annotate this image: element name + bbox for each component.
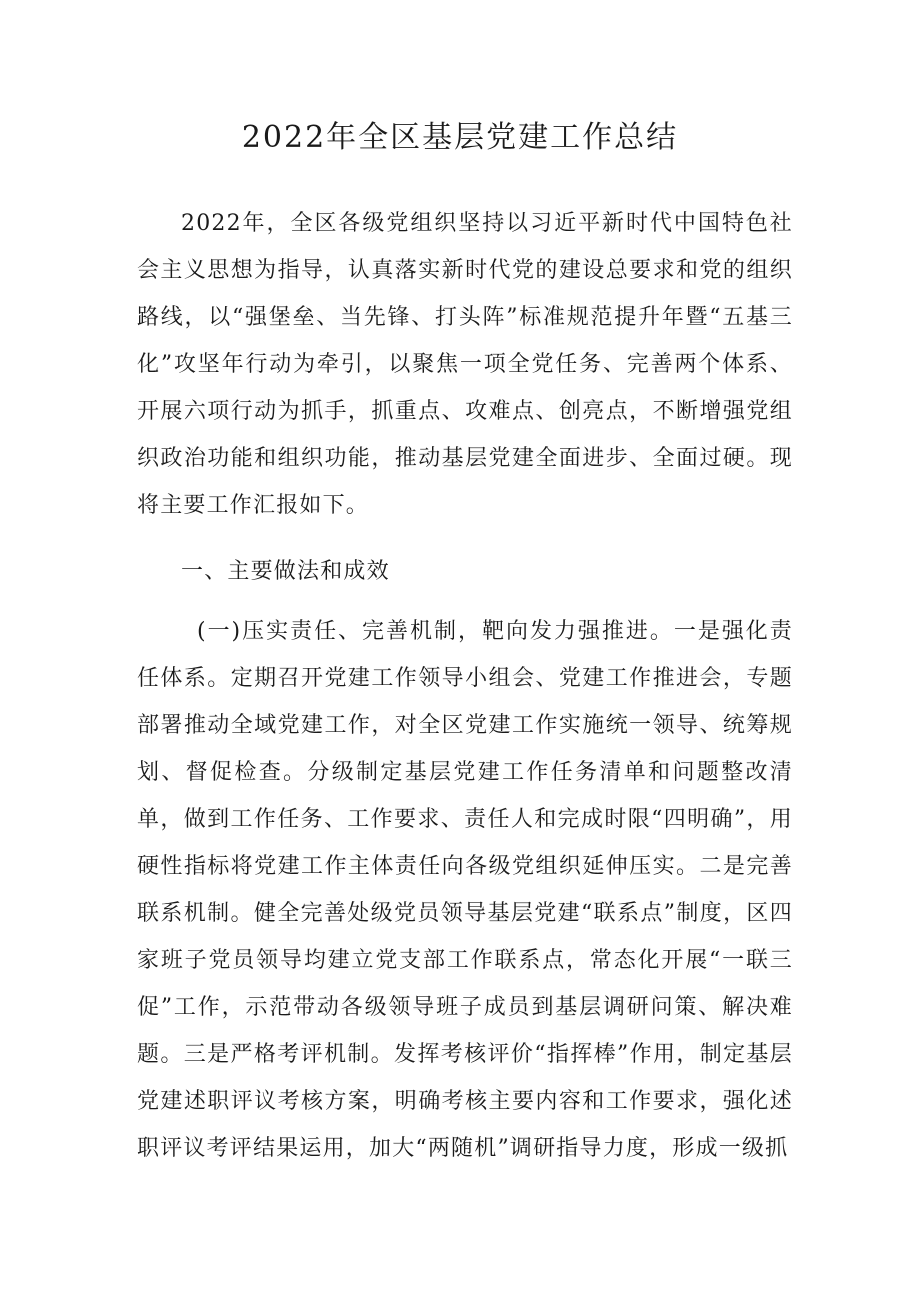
document-title: 2022年全区基层党建工作总结 xyxy=(241,120,679,155)
intro-paragraph: 2022年，全区各级党组织坚持以习近平新时代中国特色社会主义思想为指导，认真落实新时代党的建设总要求和党的组织路线，以“强堡垒、当先锋、打头阵”标准规范提升年暨“五基三化”攻坚年行动为牵引，以聚焦一项全党任务、完善两个体系、开展六项行动为抓手，抓重点、攻难点、创亮点，不断增强党组织政治功能和组织功能，推动基层党建全面进步、全面过硬。现将主要工作汇报如下。 xyxy=(137,211,793,518)
subsection-paragraph: (一)压实责任、完善机制，靶向发力强推进。一是强化责任体系。定期召开党建工作领导小组会、党建工作推进会，专题部署推动全域党建工作，对全区党建工作实施统一领导、统筹规划、督促检查。分级制定基层党建工作任务清单和问题整改清单，做到工作任务、工作要求、责任人和完成时限“四明确”，用硬性指标将党建工作主体责任向各级党组织延伸压实。二是完善联系机制。健全完善处级党员领导基层党建“联系点”制度，区四家班子党员领导均建立党支部工作联系点，常态化开展“一联三促”工作，示范带动各级领导班子成员到基层调研问策、解决难题。三是严格考评机制。发挥考核评价“指挥棒”作用，制定基层党建述职评议考核方案，明确考核主要内容和工作要求，强化述职评议考评结果运用，加大“两随机”调研指导力度，形成一级抓 xyxy=(137,619,793,1161)
section-heading: 一、主要做法和成效 xyxy=(181,559,390,584)
